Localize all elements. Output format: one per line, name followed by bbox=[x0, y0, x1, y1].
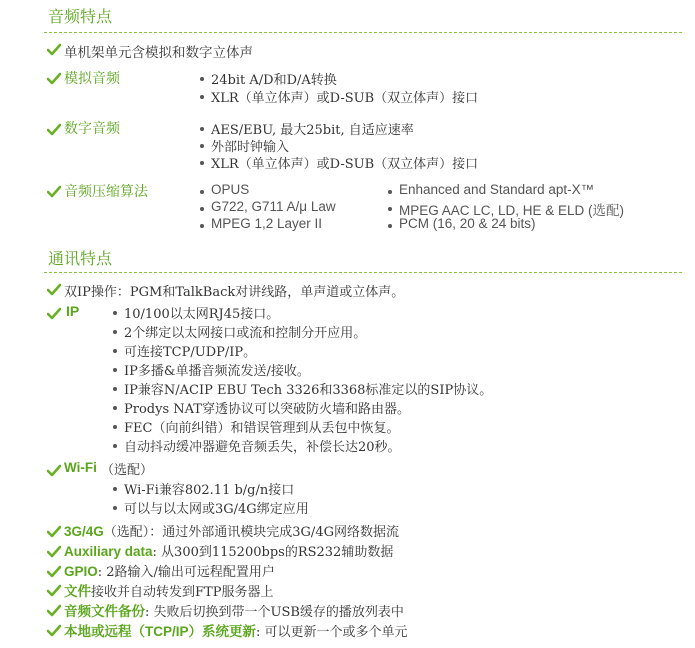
audio-section-heading: 音频特点 bbox=[48, 9, 113, 26]
check-icon bbox=[47, 545, 61, 559]
ip-line-7: FEC（向前纠错）和错误管理到从丢包中恢复。 bbox=[124, 421, 400, 436]
dot-icon bbox=[200, 161, 204, 165]
comm-section-divider bbox=[44, 272, 682, 273]
dot-icon bbox=[113, 425, 117, 429]
backup-label: 音频文件备份 bbox=[64, 604, 145, 619]
dot-icon bbox=[200, 127, 204, 131]
codec-col2-line-3: PCM (16, 20 & 24 bits) bbox=[399, 216, 536, 231]
gpio-label: GPIO bbox=[64, 564, 98, 579]
dot-icon bbox=[200, 144, 204, 148]
comm-section-heading: 通讯特点 bbox=[48, 251, 113, 268]
dot-icon bbox=[113, 387, 117, 391]
check-icon bbox=[47, 185, 61, 199]
dot-icon bbox=[113, 368, 117, 372]
cellular-feature bbox=[64, 521, 399, 540]
ip-line-2: 2个绑定以太网接口或流和控制分开应用。 bbox=[124, 326, 367, 341]
digital-line-3: XLR（单立体声）或D-SUB（双立体声）接口 bbox=[211, 157, 479, 172]
dot-icon bbox=[113, 444, 117, 448]
analog-audio-label: 模拟音频 bbox=[64, 70, 120, 86]
check-icon bbox=[47, 584, 61, 598]
ip-line-6: Prodys NAT穿透协议可以突破防火墙和路由器。 bbox=[124, 402, 410, 417]
wifi-optional: （选配） bbox=[101, 463, 154, 478]
dot-icon bbox=[200, 95, 204, 99]
dot-icon bbox=[113, 487, 117, 491]
analog-line-2: XLR（单立体声）或D-SUB（双立体声）接口 bbox=[211, 91, 479, 106]
dot-icon bbox=[200, 207, 204, 211]
ftp-feature bbox=[64, 580, 273, 600]
codec-col1-line-3: MPEG 1,2 Layer II bbox=[211, 216, 323, 231]
check-icon bbox=[47, 624, 61, 638]
analog-line-1: 24bit A/D和D/A转换 bbox=[211, 73, 337, 88]
ftp-label: 文件 bbox=[64, 584, 91, 599]
check-icon bbox=[47, 123, 61, 137]
codec-col1-line-1: OPUS bbox=[211, 182, 250, 197]
check-icon bbox=[47, 283, 61, 297]
dot-icon bbox=[113, 506, 117, 510]
ftp-text: 接收并自动转发到FTP服务器上 bbox=[91, 585, 274, 600]
dot-icon bbox=[388, 224, 392, 228]
check-icon bbox=[47, 307, 61, 321]
cellular-label: 3G/4G bbox=[64, 524, 104, 539]
dot-icon bbox=[113, 311, 117, 315]
check-icon bbox=[47, 604, 61, 618]
ip-line-8: 自动抖动缓冲器避免音频丢失，补偿长达20秒。 bbox=[124, 440, 401, 455]
digital-audio-label: 数字音频 bbox=[64, 120, 120, 136]
wifi-line-1: Wi-Fi兼容802.11 b/g/n接口 bbox=[124, 483, 295, 498]
cellular-text: （选配）：通过外部通讯模块完成3G/4G网络数据流 bbox=[103, 525, 399, 540]
ip-line-4: IP多播&单播音频流发送/接收。 bbox=[124, 364, 310, 379]
ip-line-5: IP兼容N/ACIP EBU Tech 3326和3368标准定以的SIP协议。 bbox=[124, 383, 493, 398]
backup-feature bbox=[64, 600, 404, 620]
gpio-text: : 2路输入/输出可远程配置用户 bbox=[97, 565, 275, 580]
check-icon bbox=[47, 565, 61, 579]
dot-icon bbox=[113, 406, 117, 410]
audio-section-divider bbox=[44, 32, 682, 33]
check-icon bbox=[47, 464, 61, 478]
dot-icon bbox=[113, 349, 117, 353]
ip-line-1: 10/100以太网RJ45接口。 bbox=[124, 307, 280, 322]
update-text: : 可以更新一个或多个单元 bbox=[256, 625, 408, 640]
digital-line-1: AES/EBU, 最大25bit, 自适应速率 bbox=[211, 123, 414, 138]
ip-label: IP bbox=[66, 303, 80, 319]
aux-text: : 从300到115200bps的RS232辅助数据 bbox=[152, 545, 394, 560]
update-feature bbox=[64, 620, 408, 640]
check-icon bbox=[47, 72, 61, 86]
codec-col2-line-2: MPEG AAC LC, LD, HE & ELD (选配) bbox=[399, 203, 625, 218]
aux-feature bbox=[64, 541, 393, 560]
dot-icon bbox=[388, 190, 392, 194]
dot-icon bbox=[200, 190, 204, 194]
aux-label: Auxiliary data bbox=[64, 544, 153, 559]
check-icon bbox=[47, 525, 61, 539]
codec-col1-line-2: G722, G711 A/μ Law bbox=[211, 199, 336, 214]
wifi-line-2: 可以与以太网或3G/4G绑定应用 bbox=[124, 502, 309, 517]
check-icon bbox=[47, 43, 61, 57]
dot-icon bbox=[200, 224, 204, 228]
dot-icon bbox=[388, 207, 392, 211]
dot-icon bbox=[200, 77, 204, 81]
backup-text: : 失败后切换到带一个USB缓存的播放列表中 bbox=[145, 605, 404, 620]
update-label: 本地或远程（TCP/IP）系统更新 bbox=[64, 624, 257, 639]
standalone-feature: 单机架单元含模拟和数字立体声 bbox=[64, 45, 253, 61]
wifi-label: Wi-Fi bbox=[64, 460, 97, 475]
gpio-feature bbox=[64, 561, 275, 580]
codec-col2-line-1: Enhanced and Standard apt-X™ bbox=[399, 182, 595, 197]
ip-line-3: 可连接TCP/UDP/IP。 bbox=[124, 345, 257, 360]
digital-line-2: 外部时钟输入 bbox=[211, 140, 290, 155]
codecs-label: 音频压缩算法 bbox=[64, 183, 148, 199]
dual-ip-feature: 双IP操作：PGM和TalkBack对讲线路，单声道或立体声。 bbox=[64, 285, 405, 300]
dot-icon bbox=[113, 330, 117, 334]
